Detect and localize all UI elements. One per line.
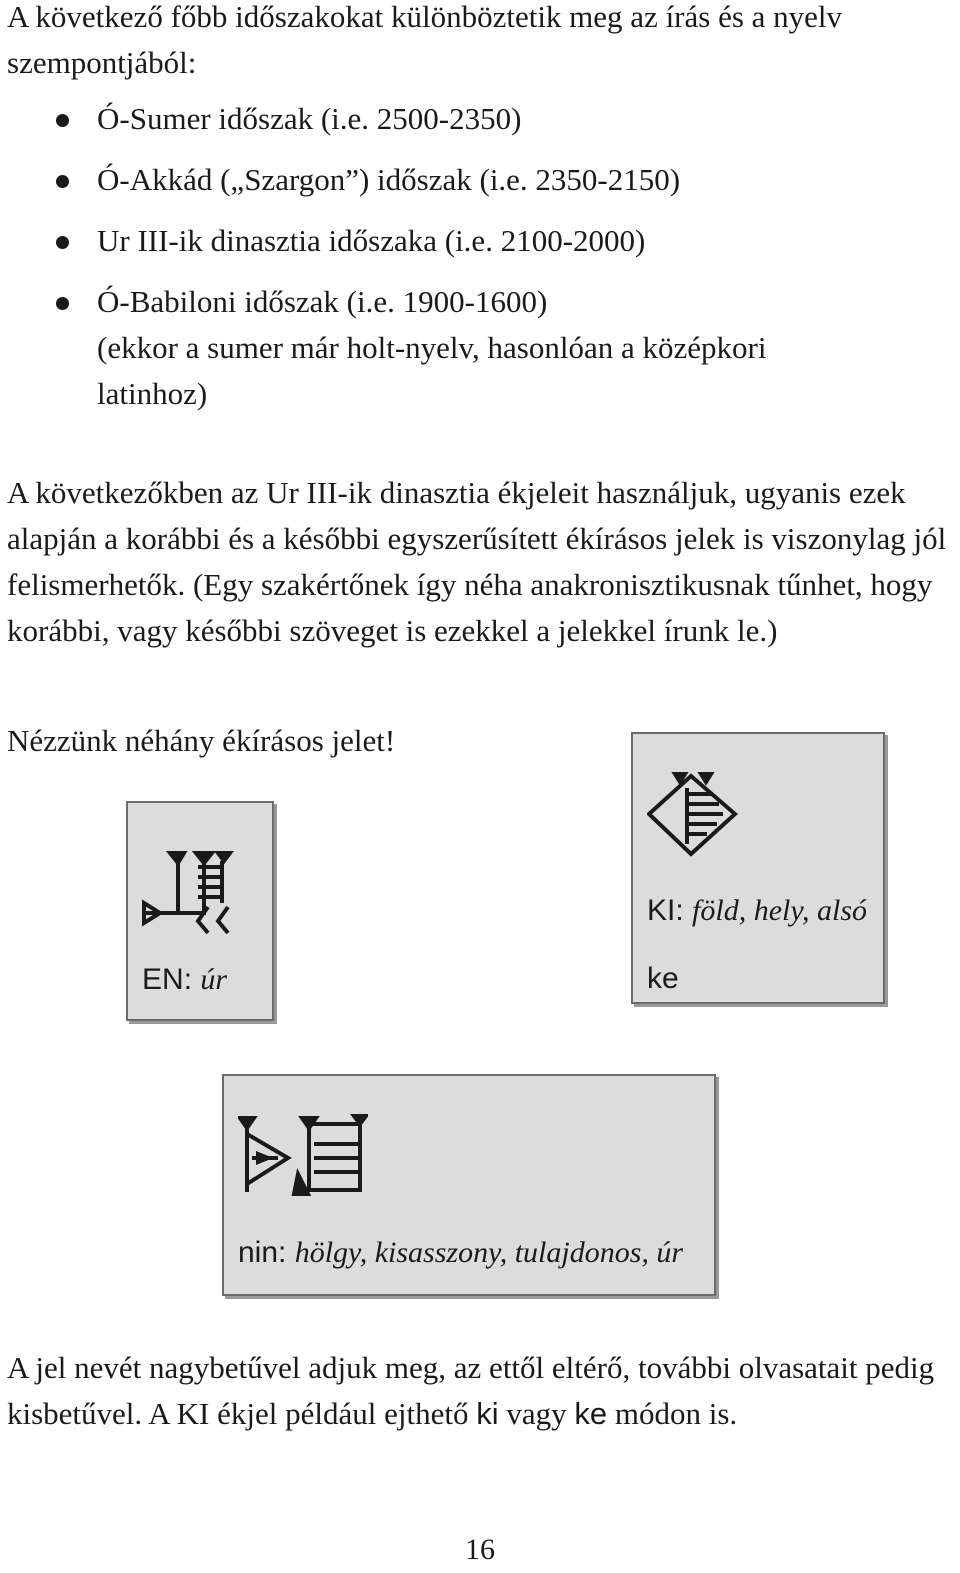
- sign-meaning: föld, hely, alsó: [692, 894, 868, 927]
- cuneiform-ki-icon: [647, 770, 739, 858]
- period-text: Ó-Akkád („Szargon”) időszak (i.e. 2350-2150): [97, 162, 681, 197]
- period-note: (ekkor a sumer már holt-nyelv, hasonlóan a középkori latinhoz): [97, 330, 767, 411]
- bullet-dot-icon: [56, 236, 69, 249]
- cuneiform-nin-icon: [238, 1114, 368, 1198]
- bullet-dot-icon: [56, 114, 69, 127]
- bullet-dot-icon: [56, 175, 69, 188]
- list-item: [0, 96, 857, 142]
- intro-paragraph: A következő főbb időszakokat különböztetik meg az írás és a nyelv szempontjából:: [7, 0, 843, 80]
- list-item: [0, 218, 857, 264]
- signs-heading: Nézzünk néhány ékírásos jelet!: [7, 723, 396, 758]
- naming-convention-paragraph: A jel nevét nagybetűvel adjuk meg, az ettől eltérő, további olvasatait pedig kisbetűvel. A KI ékjel például ejthető ki vagy ke módon is.: [7, 1350, 935, 1431]
- explanation-paragraph: A következőkben az Ur III-ik dinasztia ékjeleit használjuk, ugyanis ezek alapján a korábbi és a későbbi egyszerűsített ékírásos jelek is viszonylag jól felismerhetők. (Egy szakértőnek így néha anakronisztikusnak tűnhet, hogy korábbi, vagy későbbi szöveget is ezekkel a jelekkel írunk le.): [7, 475, 947, 648]
- cuneiform-en-icon: [142, 851, 234, 935]
- sign-label: EN: úr: [142, 963, 228, 996]
- sign-name: KI: [647, 894, 676, 927]
- sign-card-nin: [222, 1074, 716, 1296]
- sign-meaning: úr: [200, 963, 228, 996]
- period-text: Ó-Sumer időszak (i.e. 2500-2350): [97, 101, 522, 136]
- sign-meaning: hölgy, kisasszony, tulajdonos, úr: [294, 1236, 684, 1269]
- sign-card-en: [126, 801, 274, 1021]
- list-item: [0, 279, 857, 417]
- reading-ki: ki: [476, 1396, 499, 1431]
- sign-label: KI: föld, hely, alsó: [647, 894, 868, 927]
- period-text: Ó-Babiloni időszak (i.e. 1900-1600): [97, 284, 548, 319]
- reading-ke: ke: [574, 1396, 608, 1431]
- period-text: Ur III-ik dinasztia időszaka (i.e. 2100-2000): [97, 223, 646, 258]
- bullet-dot-icon: [56, 297, 69, 310]
- period-list: [0, 96, 857, 417]
- sign-reading: ke: [647, 962, 679, 995]
- sign-card-ki: [631, 732, 885, 1004]
- list-item: [0, 157, 857, 203]
- sign-name: nin: [238, 1236, 279, 1269]
- page-number: 16: [465, 1533, 495, 1566]
- sign-label: nin: hölgy, kisasszony, tulajdonos, úr: [238, 1236, 684, 1269]
- sign-name: EN: [142, 963, 184, 996]
